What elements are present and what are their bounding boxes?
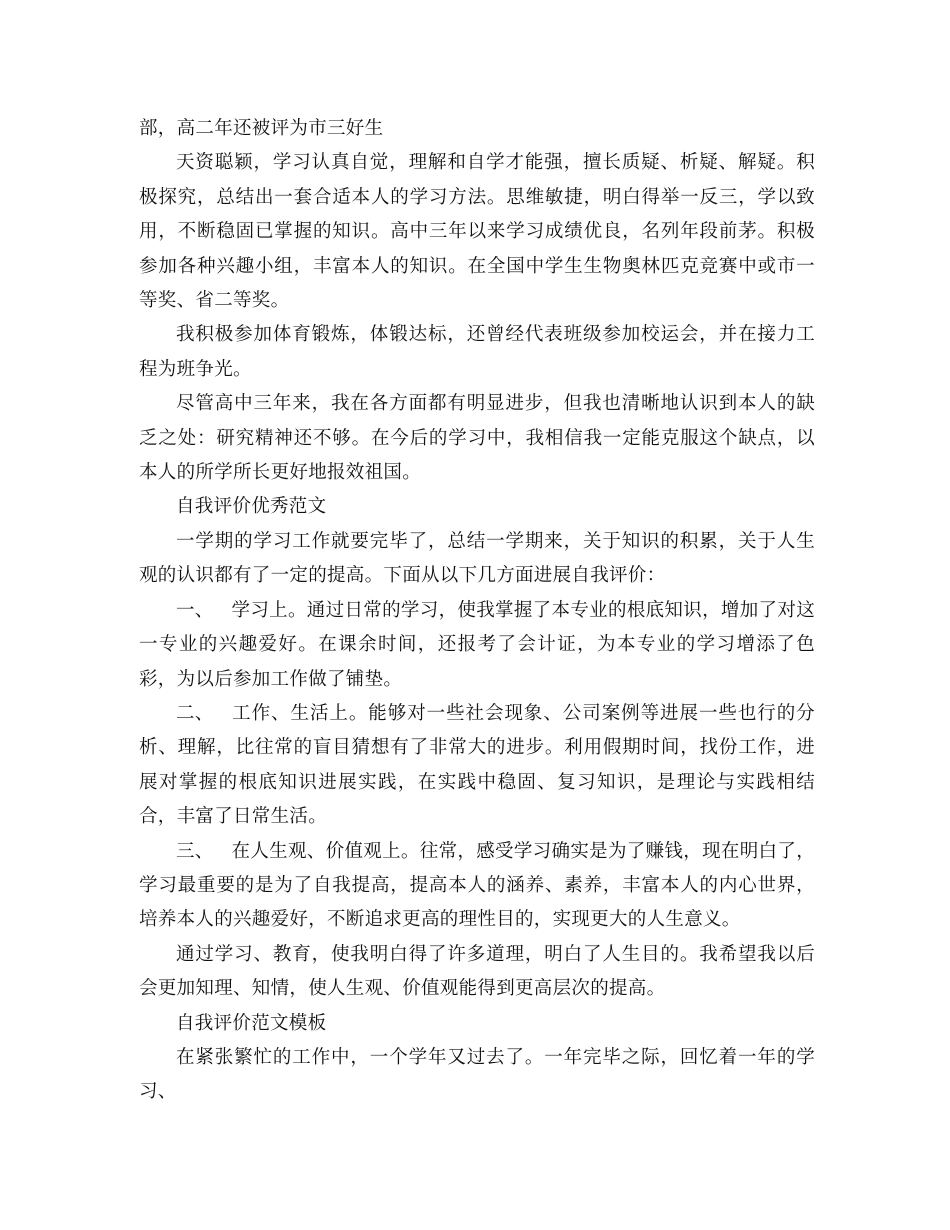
list-item-text: 学习上。通过日常的学习，使我掌握了本专业的根底知识，增加了对这一专业的兴趣爱好。在课余时间，还报考了会计证，为本专业的学习增添了色彩，为以后参加工作做了铺垫。 bbox=[139, 599, 815, 690]
paragraph-semester-intro: 一学期的学习工作就要完毕了，总结一学期来，关于知识的积累，关于人生观的认识都有了一定的提高。下面从以下几方面进展自我评价： bbox=[139, 530, 815, 587]
list-item-text: 在人生观、价值观上。往常，感受学习确实是为了赚钱，现在明白了，学习最重要的是为了自我提高，提高本人的涵养、素养，丰富本人的内心世界，培养本人的兴趣爱好，不断追求更高的理性目的，实现更大的人生意义。 bbox=[139, 840, 815, 931]
list-item-work-life bbox=[139, 697, 815, 835]
section-heading-template: 自我评价范文模板 bbox=[176, 1012, 327, 1034]
document-body bbox=[139, 112, 815, 1110]
list-item-text: 工作、生活上。能够对一些社会现象、公司案例等进展一些也行的分析、理解，比往常的盲目猜想有了非常大的进步。利用假期时间，找份工作，进展对掌握的根底知识进展实践，在实践中稳固、复习知识，是理论与实践相结合，丰富了日常生活。 bbox=[139, 702, 815, 828]
section-heading-excellent-sample: 自我评价优秀范文 bbox=[176, 496, 327, 518]
paragraph-year-intro: 在紧张繁忙的工作中，一个学年又过去了。一年完毕之际，回忆着一年的学习、 bbox=[139, 1046, 815, 1103]
paragraph-shortcomings: 尽管高中三年来，我在各方面都有明显进步，但我也清晰地认识到本人的缺乏之处：研究精神还不够。在今后的学习中，我相信我一定能克服这个缺点，以本人的所学所长更好地报效祖国。 bbox=[139, 393, 815, 484]
list-item-number: 二、 bbox=[176, 702, 214, 724]
paragraph-sports: 我积极参加体育锻炼，体锻达标，还曾经代表班级参加校运会，并在接力工程为班争光。 bbox=[139, 324, 815, 380]
list-item-study bbox=[139, 594, 815, 697]
list-item-values bbox=[139, 835, 815, 938]
paragraph-study-traits: 天资聪颖，学习认真自觉，理解和自学才能强，擅长质疑、析疑、解疑。积极探究，总结出一套合适本人的学习方法。思维敏捷，明白得举一反三，学以致用，不断稳固已掌握的知识。高中三年以来学习成绩优良，名列年段前茅。积极参加各种兴趣小组，丰富本人的知识。在全国中学生生物奥林匹克竞赛中或市一等奖、省二等奖。 bbox=[139, 152, 815, 312]
list-item-number: 一、 bbox=[176, 599, 214, 621]
paragraph-semester-closing: 通过学习、教育，使我明白得了许多道理，明白了人生目的。我希望我以后会更加知理、知情，使人生观、价值观能得到更高层次的提高。 bbox=[139, 943, 815, 1000]
paragraph-continuation: 部，高二年还被评为市三好生 bbox=[139, 118, 384, 139]
list-item-number: 三、 bbox=[176, 840, 214, 862]
